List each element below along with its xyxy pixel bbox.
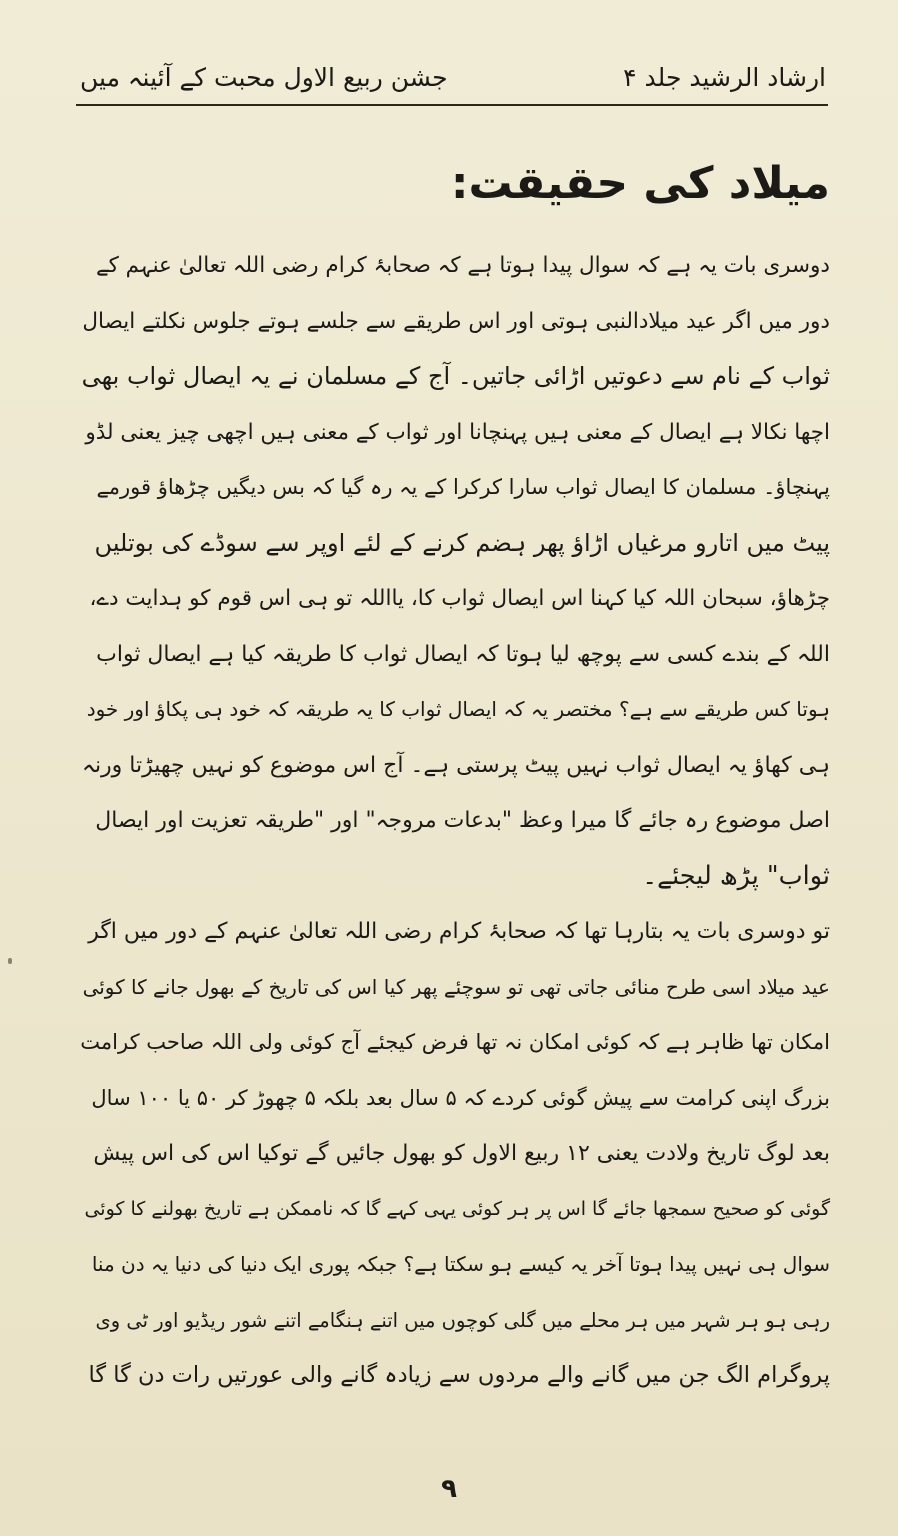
text-line: سوال ہی نہیں پیدا ہوتا آخر یہ کیسے ہو سکتا ہے؟ جبکہ پوری ایک دنیا کی دنیا یہ دن منا — [91, 1252, 830, 1276]
text-line: ثواب" پڑھ لیجئے۔ — [642, 860, 830, 891]
section-heading: میلاد کی حقیقت: — [450, 158, 830, 209]
text-line: ثواب کے نام سے دعوتیں اڑائی جاتیں۔ آج کے مسلمان نے یہ ایصال ثواب بھی — [81, 362, 830, 390]
text-line: دور میں اگر عید میلادالنبی ہوتی اور اس طریقے سے جلسے ہوتے جلوس نکلتے ایصال — [82, 308, 830, 334]
page-number: ۹ — [441, 1474, 457, 1504]
text-line: دوسری بات یہ ہے کہ سوال پیدا ہوتا ہے کہ صحابۂ کرام رضی اللہ تعالیٰ عنہم کے — [96, 253, 830, 278]
book-title: ارشاد الرشید جلد ۴ — [623, 62, 826, 92]
text-line: بعد لوگ تاریخ ولادت یعنی ۱۲ ربیع الاول کو بھول جائیں گے توکیا اس کی اس پیش — [93, 1141, 830, 1166]
text-line: اچھا نکالا ہے ایصال کے معنی ہیں پہنچانا اور ثواب کے معنی ہیں اچھی چیز یعنی لڈو — [85, 419, 830, 445]
text-line: ہوتا کس طریقے سے ہے؟ مختصر یہ کہ ایصال ثواب کا یہ طریقہ کہ خود ہی پکاؤ اور خود — [86, 697, 830, 721]
text-line: اصل موضوع رہ جائے گا میرا وعظ "بدعات مروجہ" اور "طریقہ تعزیت اور ایصال — [95, 808, 830, 833]
text-line: تو دوسری بات یہ بتارہا تھا کہ صحابۂ کرام رضی اللہ تعالیٰ عنہم کے دور میں اگر — [88, 919, 830, 944]
text-line: ہی کھاؤ یہ ایصال ثواب نہیں پیٹ پرستی ہے۔ آج اس موضوع کو نہیں چھیڑتا ورنہ — [82, 752, 830, 778]
text-line: عید میلاد اسی طرح منائی جاتی تھی تو سوچئے پھر کیا اس کی تاریخ کے بھول جانے کا کوئی — [82, 974, 830, 999]
header-divider — [76, 104, 828, 106]
text-line: پروگرام الگ جن میں گانے والے مردوں سے زیادہ گانے والی عورتیں رات دن گا گا — [88, 1362, 830, 1388]
text-line: بزرگ اپنی کرامت سے پیش گوئی کردے کہ ۵ سال بعد بلکہ ۵ چھوڑ کر ۵۰ یا ۱۰۰ سال — [91, 1085, 830, 1110]
text-line: پیٹ میں اتارو مرغیاں اڑاؤ پھر ہضم کرنے کے لئے اوپر سے سوڈے کی بوتلیں — [94, 528, 830, 557]
text-line: رہی ہو ہر شہر میں ہر محلے میں گلی کوچوں میں اتنے ہنگامے اتنے شور ریڈیو اور ٹی وی — [95, 1308, 830, 1332]
text-line: چڑھاؤ، سبحان اللہ کیا کہنا اس ایصال ثواب کا، یااللہ تو ہی اس قوم کو ہدایت دے، — [89, 586, 830, 611]
text-line: اللہ کے بندے کسی سے پوچھ لیا ہوتا کہ ایصال ثواب کا طریقہ کیا ہے ایصال ثواب — [96, 641, 830, 667]
paper-speck — [8, 958, 12, 964]
text-line: پہنچاؤ۔ مسلمان کا ایصال ثواب سارا کرکرا کے یہ رہ گیا کہ بس دیگیں چڑھاؤ قورمے — [96, 475, 830, 499]
body-text — [80, 238, 830, 1404]
chapter-title: جشن ربیع الاول محبت کے آئینہ میں — [80, 62, 448, 92]
running-header — [80, 52, 826, 102]
text-line: گوئی کو صحیح سمجھا جائے گا اس پر ہر کوئی یہی کہے گا کہ ناممکن ہے تاریخ بھولنے کا کوئی — [84, 1197, 830, 1220]
text-line: امکان تھا ظاہر ہے کہ کوئی امکان نہ تھا فرض کیجئے آج کوئی ولی اللہ صاحب کرامت — [80, 1030, 830, 1054]
